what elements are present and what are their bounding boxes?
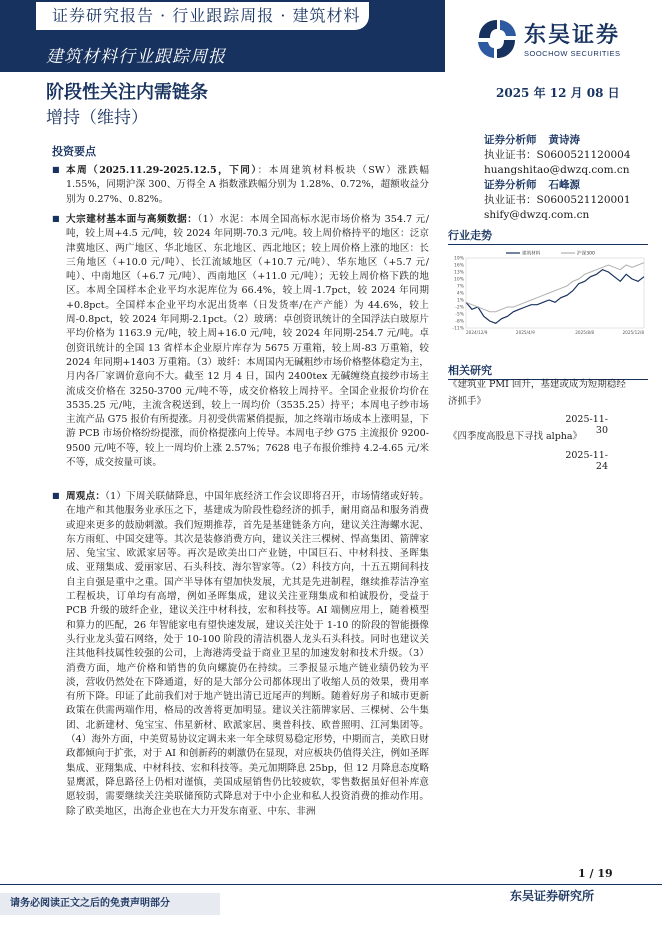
y-tick-label: -5% bbox=[455, 312, 464, 318]
report-category: 证券研究报告 · 行业跟踪周报 · 建筑材料 bbox=[36, 2, 369, 30]
analyst-2-license: 执业证书：S0600521120001 bbox=[484, 194, 631, 206]
paragraph-weekly-body: ：本周建筑材料板块（SW）涨跌幅 1.55%，同期沪深 300、万得全 A 指数涨跌幅分别为 1.28%、0.72%，超额收益分别为 0.27%、0.82%。 bbox=[66, 165, 430, 205]
series-line-1 bbox=[466, 270, 644, 324]
y-tick-label: -11% bbox=[452, 326, 464, 332]
bullet-icon: ■ bbox=[52, 165, 60, 174]
analyst-2-name: 石峰源 bbox=[548, 179, 580, 191]
rating: 增持（维持） bbox=[46, 108, 148, 128]
disclaimer[interactable]: 请务必阅读正文之后的免责声明部分 bbox=[0, 893, 220, 915]
bullet-icon: ■ bbox=[52, 491, 60, 500]
page-number: 1 / 19 bbox=[578, 867, 613, 880]
footer-firm: 东吴证券研究所 bbox=[510, 889, 595, 903]
logo-english-name: SOOCHOW SECURITIES bbox=[524, 49, 621, 58]
section-label: 投资要点 bbox=[52, 145, 96, 158]
paragraph-weekly-text bbox=[66, 164, 429, 207]
y-tick-label: -2% bbox=[455, 305, 464, 311]
analyst-2-role: 证券分析师 bbox=[484, 179, 537, 191]
y-tick-label: 13% bbox=[453, 270, 464, 276]
x-tick-label: 2025/12/8 bbox=[622, 330, 644, 335]
page-title: 阶段性关注内需链条 bbox=[46, 82, 208, 103]
x-tick-label: 2024/12/9 bbox=[466, 330, 488, 335]
paragraph-weekly bbox=[52, 164, 429, 207]
report-subtitle: 建筑材料行业跟踪周报 bbox=[46, 47, 226, 67]
y-tick-label: 16% bbox=[453, 263, 464, 269]
trend-divider bbox=[448, 244, 648, 245]
related-title: 相关研究 bbox=[448, 364, 492, 377]
paragraph-view bbox=[52, 490, 429, 819]
analyst-1-name: 黄诗涛 bbox=[548, 134, 580, 146]
analyst-1-email[interactable]: huangshitao@dwzq.com.cn bbox=[484, 164, 630, 176]
header-band bbox=[0, 0, 445, 72]
related-item-1[interactable]: 《建筑业 PMI 回升，基建或成为短期稳经济抓手》 bbox=[448, 379, 626, 407]
related-date-2: 2025-11-24 bbox=[565, 450, 608, 472]
paragraph-fundamentals-lead: 大宗建材基本面与高频数据： bbox=[66, 214, 198, 225]
paragraph-fundamentals bbox=[52, 213, 429, 470]
paragraph-fundamentals-text bbox=[66, 213, 429, 470]
paragraph-weekly-lead: 本周（2025.11.29-2025.12.5，下同） bbox=[66, 165, 258, 176]
trend-title: 行业走势 bbox=[448, 229, 492, 242]
related-date-1: 2025-11-30 bbox=[565, 414, 608, 436]
analyst-2-head bbox=[484, 178, 654, 193]
analyst-1-license: 执业证书：S0600521120004 bbox=[484, 149, 631, 161]
x-tick-label: 2025/4/9 bbox=[515, 330, 535, 335]
legend-label-2: 沪深300 bbox=[577, 251, 595, 257]
report-date: 2025 年 12 月 08 日 bbox=[496, 86, 620, 100]
y-tick-label: 10% bbox=[453, 277, 464, 283]
paragraph-view-lead: 周观点： bbox=[66, 491, 106, 502]
logo-mark-icon bbox=[476, 18, 518, 60]
analyst-2-email[interactable]: shify@dwzq.com.cn bbox=[484, 209, 590, 221]
y-tick-label: 4% bbox=[456, 291, 464, 297]
footer-divider bbox=[0, 884, 662, 885]
legend-label-1: 建筑材料 bbox=[522, 251, 541, 257]
analyst-1-role: 证券分析师 bbox=[484, 134, 537, 146]
paragraph-view-body: （1）下周关联储降息，中国年底经济工作会议即将召开，市场情绪或好转。在地产和其他服务业承压之下，基建成为阶段性稳经济的抓手，耐用商品和服务消费或迎来更多的鼓励刺激。我们短期推荐，首先是基建链条方向，建议关注海螺水泥、东方雨虹、中国交建等。其次是装修消费方向，建议关注三棵树、悍高集团、箭牌家居、兔宝宝、欧派家居等。再次是欧美出口产业链，中国巨石、中材科技、圣晖集成、亚翔集成、爱丽家居、石头科技、海尔智家等。（2）科技方向，十五五期间科技自主自强是重中之重。国产半导体有望加快发展，尤其是先进制程，继续推荐洁净室工程板块，订单均有高增，例如圣晖集成，建议关注亚翔集成和柏诚股份，受益于 PCB 升级的玻纤企业，建议关注中材科技，宏和科技等。AI 端侧应用上，随着模型和算力的匹配，26 年智能家电有望快速发展，建议关注处于 1-10 的阶段的智能摄像头行业龙头萤石网络，处于 10-100 阶段的清洁机器人龙头石头科技。同时也建议关注其他科技属性较强的公司，上海港湾受益于商业卫星的加速发射和技术升级。（3）消费方面，地产价格和销售的负向螺旋仍在持续。三季报显示地产链业绩仍较为平淡，营收仍然处在下降通道，好的是大部分公司都体现出了收缩人员的效果，费用率有所下降。印证了此前我们对于地产链出清已近尾声的判断。随着好房子和城市更新政策在供需两端作用，格局的改善将更加明显。建议关注箭牌家居、三棵树、公牛集团、北新建材、兔宝宝、伟星新材、欧派家居、奥普科技、欧普照明、江河集团等。（4）海外方面，中美贸易协议定调未来一年全球贸易稳定形势，中期而言，美欧日财政都倾向于扩张，对于 AI 和创新药的刺激仍在显现，对应板块仍值得关注，例如圣晖集成、亚翔集成、中材科技、宏和科技等。美元加期降息 25bp，但 12 月降息态度略显鹰派，降息路径上仍相对谨慎，美国成屋销售仍比较疲软，零售数据虽好但补库意愿较弱，需要继续关注美联储预防式降息对于中小企业和私人投资消费的推动作用。除了欧美地区，出海企业也在大力开发东南亚、中东、非洲 bbox=[66, 491, 429, 817]
paragraph-view-text bbox=[66, 490, 429, 819]
industry-trend-chart bbox=[448, 248, 648, 338]
y-tick-label: -8% bbox=[455, 319, 464, 325]
y-tick-label: 1% bbox=[456, 298, 464, 304]
analyst-1-head bbox=[484, 133, 654, 148]
series-line-2 bbox=[466, 263, 644, 312]
paragraph-fundamentals-body: （1）水泥：本周全国高标水泥市场价格为 354.7 元/吨，较上周+4.5 元/吨，较 2024 年同期-70.3 元/吨。较上周价格持平的地区：泛京津冀地区、两广地区、华北地区、东北地区、西北地区；较上周价格上涨的地区：长三角地区（+10.0 元/吨）、长江流域地区（+10.7 元/吨）、华东地区（+5.7 元/吨）、中南地区（+6.7 元/吨）、西南地区（+11.0 元/吨）；无较上周价格下跌的地区。本周全国样本企业平均水泥库位为 66.4%，较上周-1.7pct，较 2024 年同期+0.8pct。全国样本企业平均水泥出货率（日发货率/在产产能）为 44.6%，较上周-0.8pct，较 2024 年同期-2.1pct。（2）玻璃：卓创资讯统计的全国浮法白玻原片平均价格为 1163.9 元/吨，较上周+16.0 元/吨，较 2024 年同期-254.7 元/吨。卓创资讯统计的全国 13 省样本企业原片库存为 5675 万重箱，较上周-83 万重箱，较 2024 年同期+1403 万重箱。（3）玻纤：本周国内无碱粗纱市场价格整体稳定为主，月内各厂家调价意向不大。截至 12 月 4 日，国内 2400tex 无碱缠绕直接纱市场主流成交价格在 3250-3700 元/吨不等，成交价格较上周持平。全国企业报价均价在 3535.25 元/吨，主流含税送到，较上一周均价（3535.25）持平；本周电子纱市场主流产品 G75 报价有所提涨。月初受供需紧俏提振，加之终端市场成本上涨明显，下游 PCB 市场价格纷纷提涨，而价格提涨向上传导。本周电子纱 G75 主流报价 9200-9500 元/吨不等，较上一周均价上涨 2.57%；7628 电子布报价维持 4.2-4.65 元/米不等，成交按量可谈。 bbox=[66, 214, 430, 469]
y-tick-label: 19% bbox=[453, 256, 464, 262]
x-tick-label: 2025/8/8 bbox=[575, 330, 595, 335]
y-tick-label: 7% bbox=[456, 284, 464, 290]
analyst-block bbox=[484, 133, 654, 223]
related-item-2[interactable]: 《四季度高股息下寻找 alpha》 bbox=[448, 431, 583, 442]
logo-name: 东吴证券 bbox=[524, 22, 621, 48]
bullet-icon: ■ bbox=[52, 214, 60, 223]
brand-logo bbox=[476, 18, 646, 62]
